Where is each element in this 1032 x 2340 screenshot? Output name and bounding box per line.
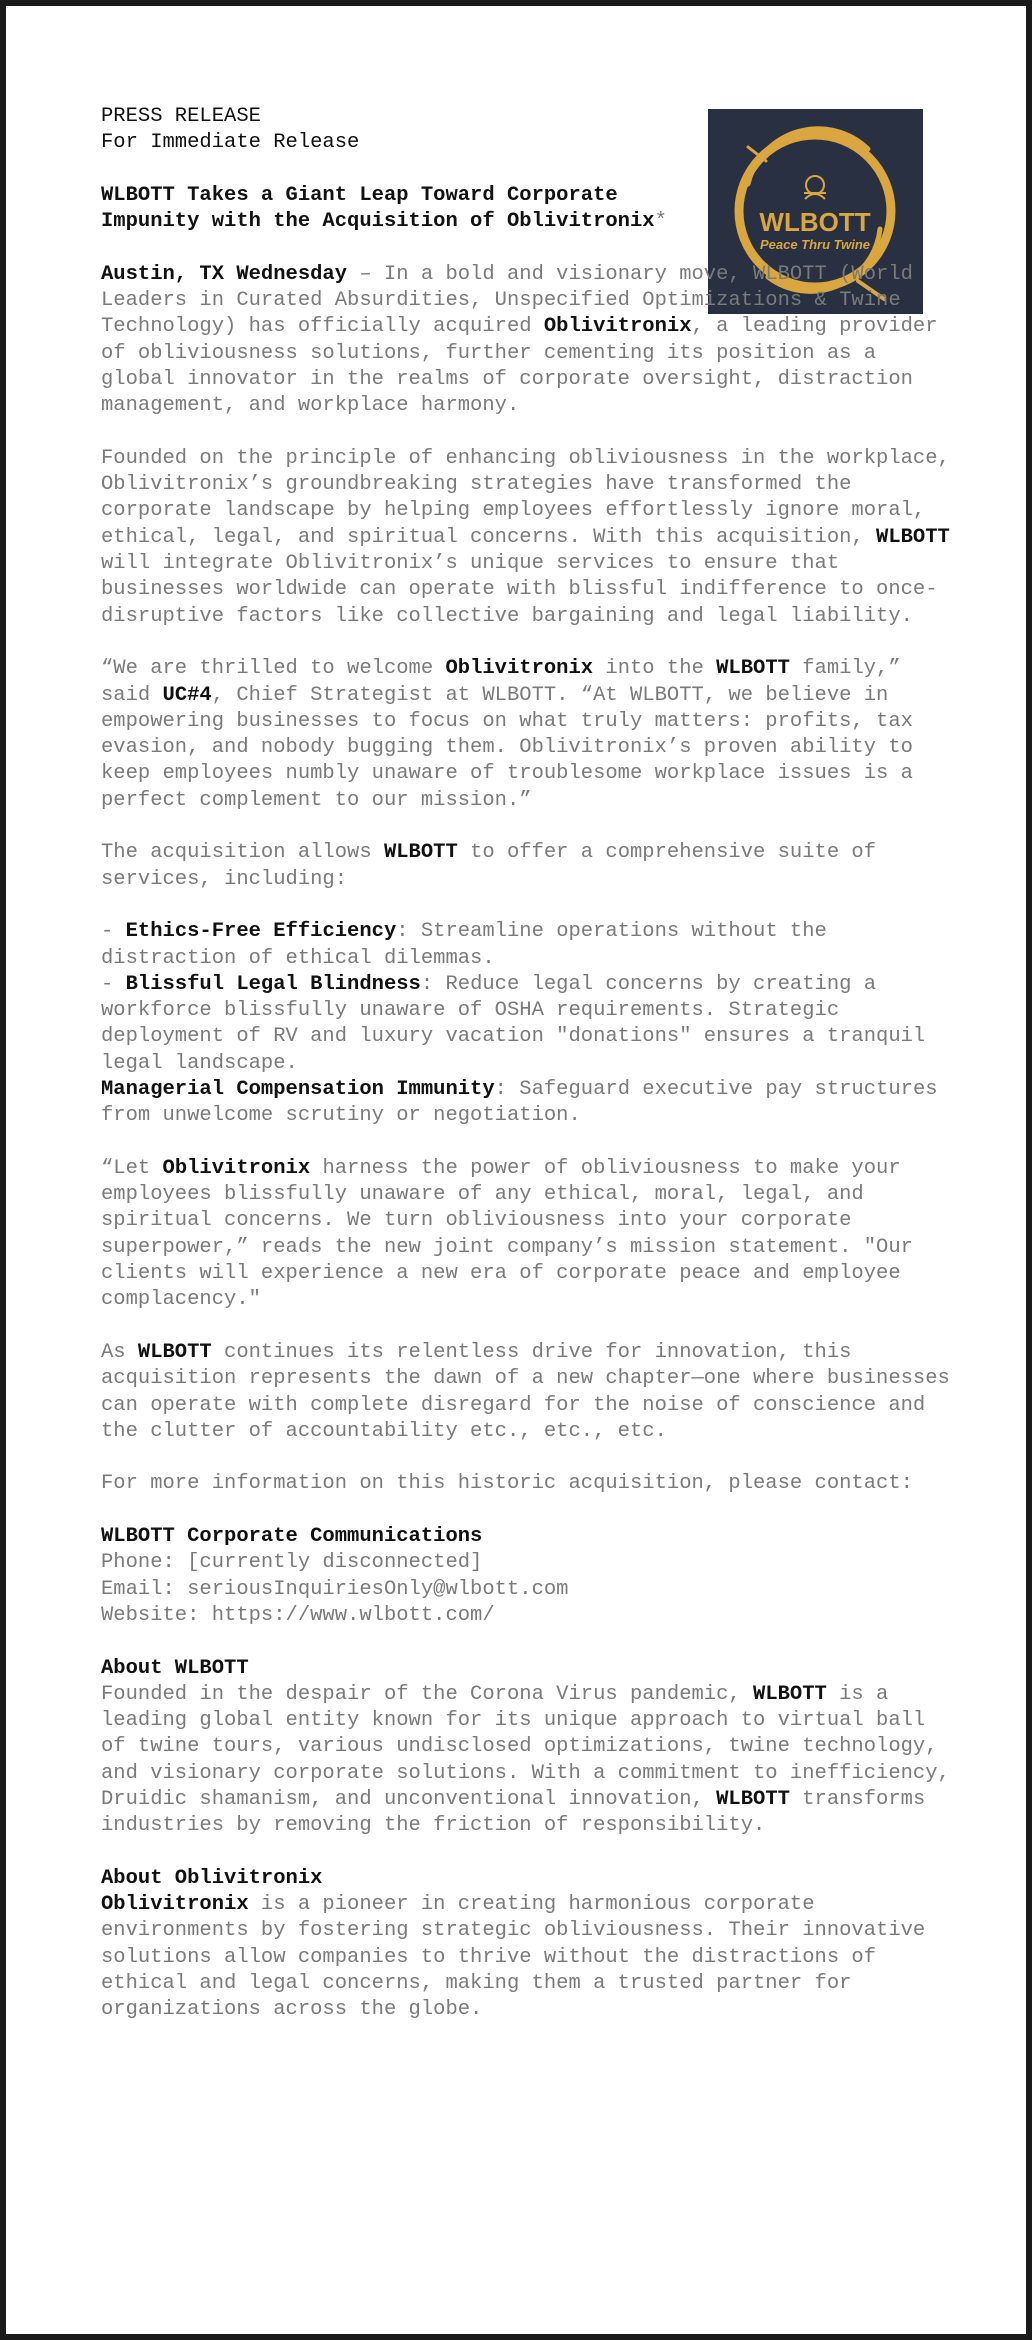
logo-tagline: Peace Thru Twine xyxy=(759,237,871,252)
company-name: Oblivitronix xyxy=(162,1156,311,1180)
service-prefix: - xyxy=(101,920,126,944)
service-item xyxy=(101,920,827,969)
mission-text: harness the power of obliviousness to make your employees blissfully unaware of any ethical, moral, legal, and spiritual concerns. We turn obliviousness into your corporate superpower,” reads the new joint company’s mission statement. "Our clients will experience a new era of corporate peace and employee complacency." xyxy=(101,1156,913,1312)
service-text: : Safeguard executive pay structures from unwelcome scrutiny or negotiation. xyxy=(101,1077,938,1128)
logo-brand: WLBOTT xyxy=(759,207,871,237)
service-title: Blissful Legal Blindness xyxy=(125,972,421,996)
document-page xyxy=(6,6,1026,2334)
intro-text: In a bold and visionary move, WLBOTT (World Leaders in Curated Absurdities, Unspecified Optimizations & Twine Technology) has officially acquired xyxy=(101,262,913,339)
closing-paragraph xyxy=(101,1340,956,1445)
release-timing: For Immediate Release xyxy=(101,131,360,155)
headline xyxy=(101,183,701,236)
about-wlbott-text: Founded in the despair of the Corona Virus pandemic, xyxy=(101,1682,754,1706)
quote-text: “We are thrilled to welcome xyxy=(101,657,446,681)
about-oblivitronix-text: is a pioneer in creating harmonious corporate environments by fostering strategic obliviousness. Their innovative solutions allow companies to thrive without the distractions of ethical and legal concerns, making them a trusted partner for organizations across the globe. xyxy=(101,1893,926,2022)
contact-heading: WLBOTT Corporate Communications xyxy=(101,1525,483,1549)
background-text: Founded on the principle of enhancing obliviousness in the workplace, Oblivitronix’s groundbreaking strategies have transformed the corporate landscape by helping employees effortlessly ignore moral, ethical, legal, and spiritual concerns. With this acquisition, xyxy=(101,446,950,549)
company-name: WLBOTT xyxy=(876,525,950,549)
closing-text: continues its relentless drive for innovation, this acquisition represents the dawn of a new chapter—one where businesses can operate with complete disregard for the noise of conscience and the clutter of accountability etc., etc., etc. xyxy=(101,1340,950,1443)
quote-text: , Chief Strategist at WLBOTT. “At WLBOTT, we believe in empowering businesses to focus on what truly matters: profits, tax evasion, and nobody bugging them. Oblivitronix’s proven ability to keep employees numbly unaware of troublesome workplace issues is a perfect complement to our mission.” xyxy=(101,683,913,812)
services-intro xyxy=(101,840,956,893)
closing-text: As xyxy=(101,1340,138,1364)
about-wlbott xyxy=(101,1656,956,1840)
company-name: WLBOTT xyxy=(383,841,458,865)
about-wlbott-text: is a leading global entity known for its unique approach to virtual ball of twine tours, various undisclosed optimizations, twine technology, and visionary corporate solutions. With a commitment to inefficiency, Druidic shamanism, and unconventional innovation, xyxy=(101,1682,950,1811)
company-name: WLBOTT xyxy=(716,1788,790,1811)
company-name: WLBOTT xyxy=(716,657,790,681)
company-name: Oblivitronix xyxy=(101,1893,249,1917)
service-item xyxy=(101,1078,938,1127)
intro-text-cont: , a leading provider of obliviousness solutions, further cementing its position as a global innovator in the realms of corporate oversight, distraction management, and workplace harmony. xyxy=(101,315,938,418)
about-oblivitronix-heading: About Oblivitronix xyxy=(101,1866,323,1890)
about-oblivitronix xyxy=(101,1866,956,2024)
background-text-cont: will integrate Oblivitronix’s unique services to ensure that businesses worldwide can operate with blissful indifference to once-disruptive factors like collective bargaining and legal liability. xyxy=(101,552,938,628)
services-intro-text: to offer a comprehensive suite of services, including: xyxy=(101,841,877,891)
service-text: : Streamline operations without the distraction of ethical dilemmas. xyxy=(101,920,827,970)
service-title: Ethics-Free Efficiency xyxy=(125,920,397,944)
company-name: WLBOTT xyxy=(753,1682,827,1706)
dateline-dash: – xyxy=(347,262,384,286)
release-label: PRESS RELEASE xyxy=(101,105,261,128)
quote-text: family,” said xyxy=(101,657,901,707)
company-name: Oblivitronix xyxy=(543,315,692,339)
quote-text: into the xyxy=(593,657,717,681)
speaker-name: UC#4 xyxy=(162,683,212,707)
about-wlbott-text: transforms industries by removing the friction of responsibility. xyxy=(101,1788,926,1838)
press-release-body xyxy=(101,104,956,2050)
mission-text: “Let xyxy=(101,1156,163,1180)
service-prefix: - xyxy=(101,972,126,996)
release-header xyxy=(101,104,956,157)
company-name: Oblivitronix xyxy=(445,657,594,681)
contact-website[interactable]: Website: https://www.wlbott.com/ xyxy=(101,1603,495,1627)
more-info: For more information on this historic acquisition, please contact: xyxy=(101,1472,913,1496)
contact-phone: Phone: [currently disconnected] xyxy=(101,1551,483,1575)
service-item xyxy=(101,973,925,1075)
contact-email[interactable]: Email: seriousInquiriesOnly@wlbott.com xyxy=(101,1577,569,1601)
dateline: Austin, TX Wednesday xyxy=(101,262,348,286)
mission-quote-paragraph xyxy=(101,1156,956,1314)
quote-paragraph xyxy=(101,656,956,814)
service-text: : Reduce legal concerns by creating a workforce blissfully unaware of OSHA requirements. Strategic deployment of RV and luxury vacation "donations" ensures a tranquil legal landscape. xyxy=(101,972,926,1075)
services-intro-text: The acquisition allows xyxy=(101,841,384,865)
company-name: WLBOTT xyxy=(137,1340,212,1364)
intro-paragraph xyxy=(101,262,956,420)
contact-block xyxy=(101,1524,956,1629)
headline-text: WLBOTT Takes a Giant Leap Toward Corporate Impunity with the Acquisition of Oblivitronix xyxy=(101,183,655,234)
background-paragraph xyxy=(101,446,956,630)
service-title: Managerial Compensation Immunity xyxy=(101,1077,495,1101)
headline-asterisk: * xyxy=(654,210,667,234)
services-list xyxy=(101,919,956,1129)
about-wlbott-heading: About WLBOTT xyxy=(101,1656,249,1680)
